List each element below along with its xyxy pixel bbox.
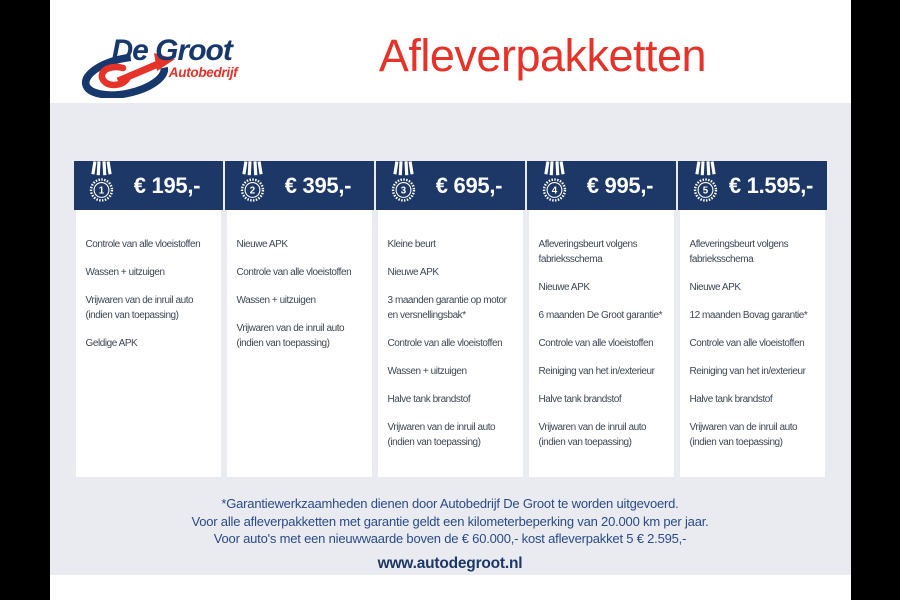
dealer-logo: [50, 34, 238, 100]
package-number: 1: [98, 185, 104, 197]
feature-item: Controle van alle vloeistoffen: [689, 338, 805, 349]
package-price: € 395,-: [284, 172, 352, 198]
header: [50, 0, 851, 103]
medal-ribbon-icon: [687, 161, 724, 206]
medal-ribbon-icon: [385, 161, 422, 206]
feature-item: Wassen + uitzuigen: [85, 267, 165, 278]
feature-item: Vrijwaren van de inruil auto (indien van toepassing): [236, 323, 345, 349]
package-feature-list: [76, 210, 221, 477]
package-price: € 1.595,-: [728, 172, 814, 198]
medal-box: [74, 161, 120, 211]
note-line: Voor alle afleverpakketten met garantie geldt een kilometerbeperking van 20.000 km per jaar.: [191, 513, 709, 529]
package-price: € 995,-: [586, 172, 654, 198]
package-feature-list: [378, 210, 523, 477]
feature-item: Wassen + uitzuigen: [236, 295, 316, 306]
bottom-strip: [50, 575, 851, 600]
footer-notes: [50, 495, 851, 548]
package-feature-list: [680, 210, 825, 477]
feature-item: Nieuwe APK: [538, 282, 590, 293]
feature-item: Afleveringsbeurt volgens fabrieksschema: [689, 239, 789, 265]
feature-item: Vrijwaren van de inruil auto (indien van toepassing): [85, 295, 194, 321]
feature-item: Nieuwe APK: [689, 282, 741, 293]
feature-item: Controle van alle vloeistoffen: [387, 338, 503, 349]
dealer-logo-text: [112, 34, 238, 80]
package-feature-list: [529, 210, 674, 477]
package-card-header: [225, 161, 374, 210]
dealer-logo-inner: [78, 34, 238, 100]
package-number: 2: [249, 185, 255, 197]
feature-item: Halve tank brandstof: [689, 394, 773, 405]
feature-item: Reiniging van het in/exterieur: [538, 366, 655, 377]
feature-item: Controle van alle vloeistoffen: [236, 267, 352, 278]
dealer-name: De Groot: [111, 34, 232, 67]
feature-item: 3 maanden garantie op motor en versnellingsbak*: [387, 295, 507, 321]
medal-box: [678, 161, 724, 211]
feature-item: Vrijwaren van de inruil auto (indien van toepassing): [387, 422, 496, 448]
note-line: Voor auto's met een nieuwwaarde boven de € 60.000,- kost afleverpakket 5 € 2.595,-: [213, 531, 687, 546]
package-card: [677, 161, 828, 477]
medal-box: [376, 161, 422, 211]
feature-item: Wassen + uitzuigen: [387, 366, 467, 377]
feature-item: Controle van alle vloeistoffen: [538, 338, 654, 349]
feature-item: 12 maanden Bovag garantie*: [689, 310, 808, 321]
feature-item: Vrijwaren van de inruil auto (indien van toepassing): [689, 422, 798, 448]
medal-ribbon-icon: [536, 161, 573, 206]
feature-item: Nieuwe APK: [387, 267, 439, 278]
page-title: Afleverpakketten: [378, 30, 707, 81]
dealer-subtitle: Autobedrijf: [168, 65, 238, 80]
website-link[interactable]: www.autodegroot.nl: [377, 554, 523, 572]
feature-item: Geldige APK: [85, 338, 138, 349]
feature-item: 6 maanden De Groot garantie*: [538, 310, 663, 321]
package-card: [526, 161, 677, 477]
package-number: 5: [702, 185, 708, 197]
medal-ribbon-icon: [83, 161, 120, 206]
package-price: € 195,-: [133, 172, 201, 198]
package-card-header: [376, 161, 525, 210]
medal-box: [225, 161, 271, 211]
page-canvas: [50, 0, 851, 600]
feature-item: Halve tank brandstof: [387, 394, 471, 405]
package-card-header: [678, 161, 827, 210]
feature-item: Halve tank brandstof: [538, 394, 622, 405]
medal-box: [527, 161, 573, 211]
medal-ribbon-icon: [234, 161, 271, 206]
feature-item: Afleveringsbeurt volgens fabrieksschema: [538, 239, 638, 265]
package-price: € 695,-: [435, 172, 503, 198]
note-line: *Garantiewerkzaamheden dienen door Autobedrijf De Groot te worden uitgevoerd.: [221, 496, 679, 511]
package-card-header: [527, 161, 676, 210]
package-card: [224, 161, 375, 477]
package-card-header: [74, 161, 223, 210]
feature-item: Vrijwaren van de inruil auto (indien van toepassing): [538, 422, 647, 448]
title-wrap: [235, 30, 851, 82]
package-number: 4: [551, 185, 557, 197]
package-cards-row: [73, 161, 828, 477]
package-card: [375, 161, 526, 477]
content-band: [50, 103, 851, 575]
feature-item: Reiniging van het in/exterieur: [689, 366, 806, 377]
package-number: 3: [400, 185, 406, 197]
feature-item: Nieuwe APK: [236, 239, 288, 250]
package-feature-list: [227, 210, 372, 477]
package-card: [73, 161, 224, 477]
feature-item: Kleine beurt: [387, 239, 436, 250]
feature-item: Controle van alle vloeistoffen: [85, 239, 201, 250]
